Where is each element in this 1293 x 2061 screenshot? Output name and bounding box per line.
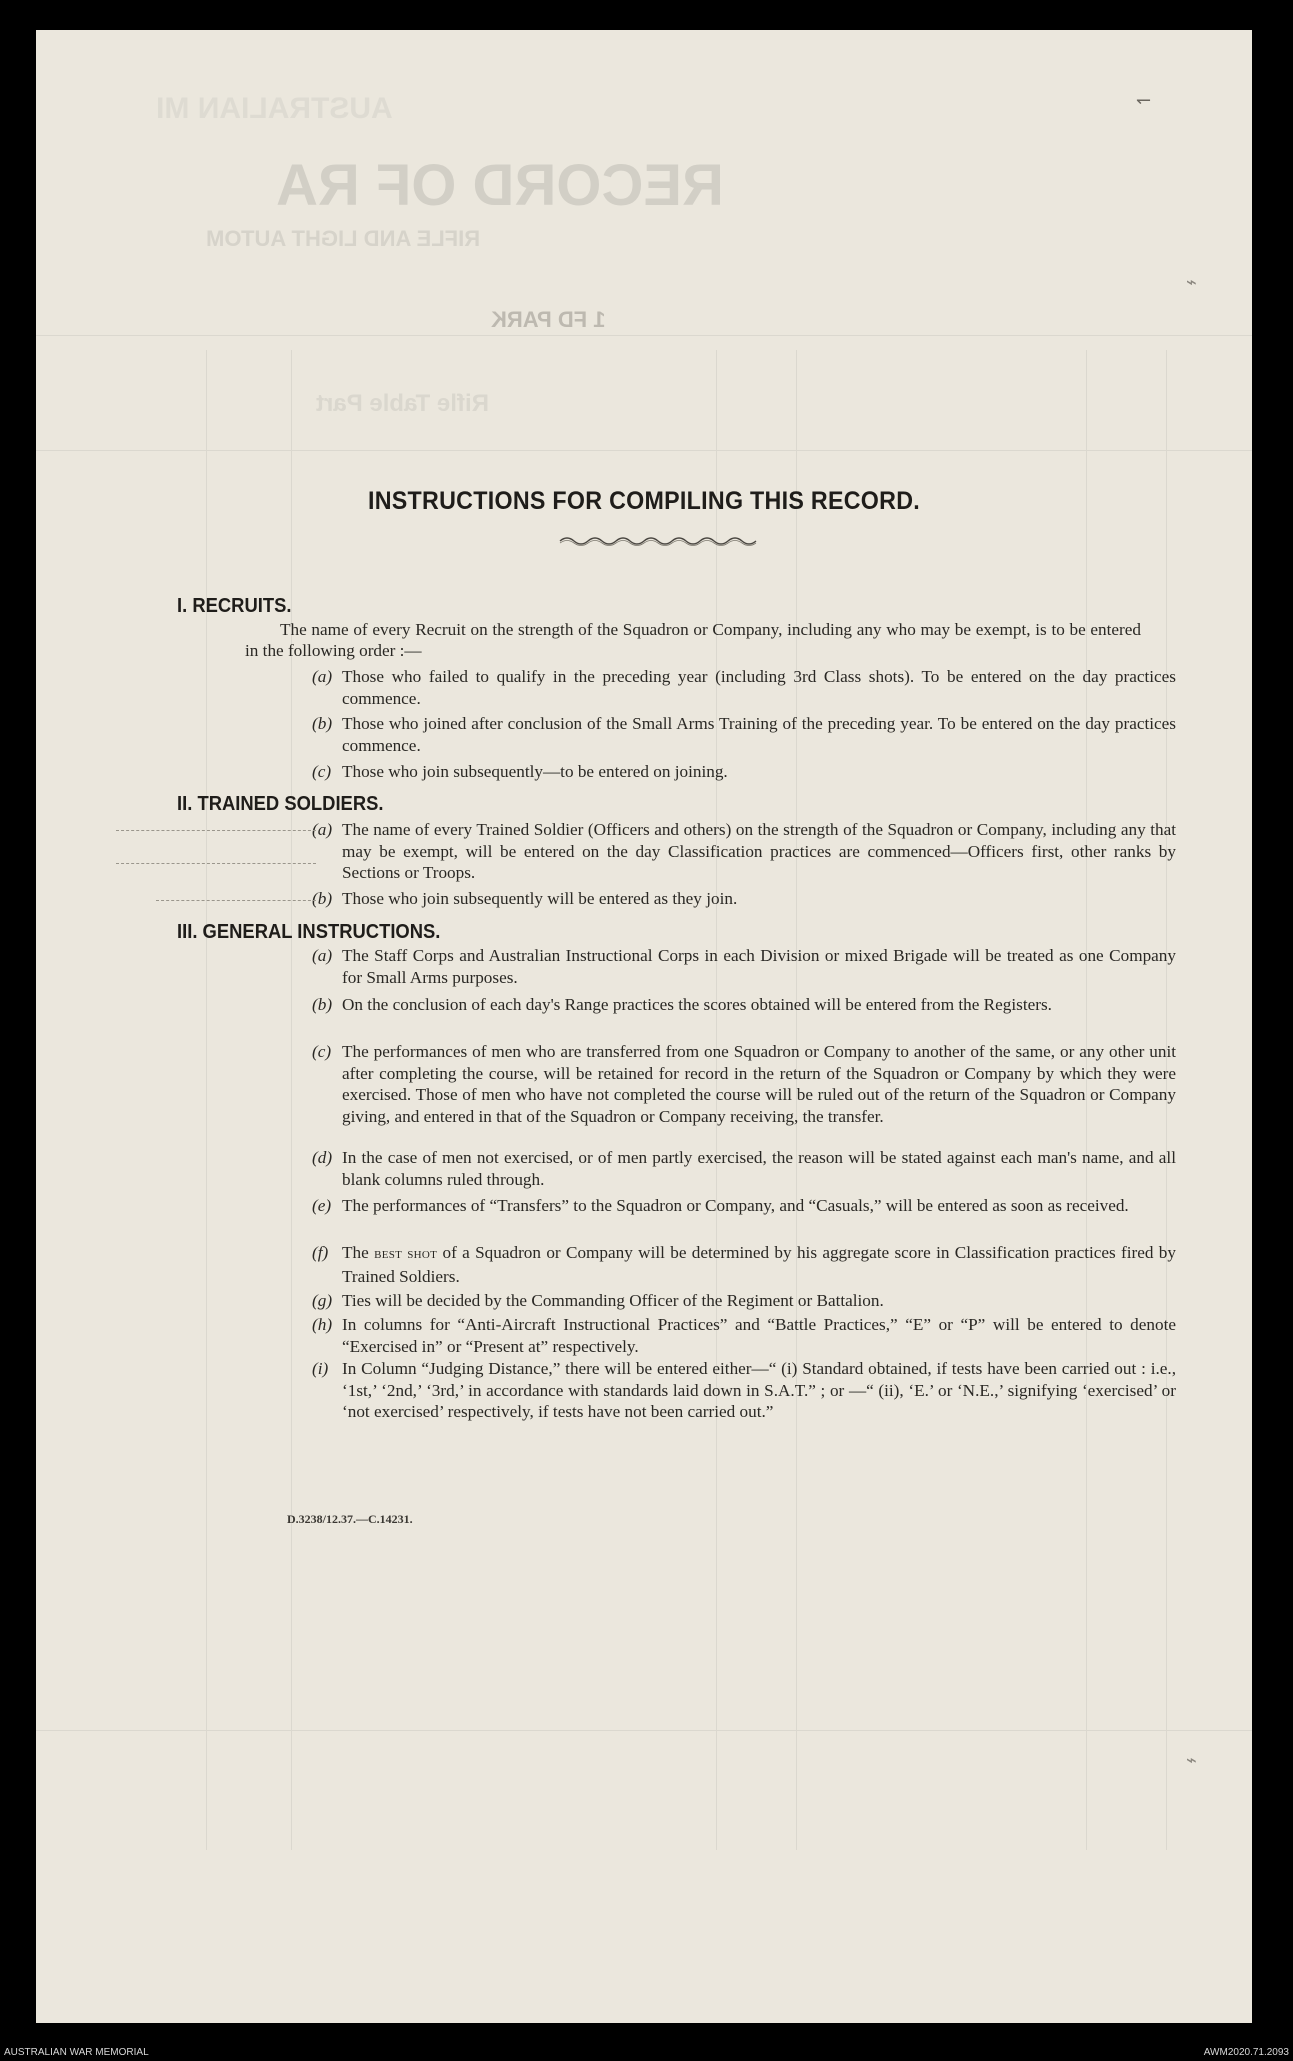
item-mark: (a) [312, 820, 333, 839]
item-text: Those who join subsequently will be entered as they join. [342, 889, 738, 908]
section-heading-general-instructions: III. GENERAL INSTRUCTIONS. [177, 921, 441, 943]
item-text: Those who joined after conclusion of the Small Arms Training of the preceding year. To be entered on the day practices commence. [342, 714, 1176, 755]
instructions-content [36, 30, 1252, 2023]
item-mark: (e) [312, 1196, 332, 1215]
bleed-through-line: 1 FD PARK [491, 307, 606, 332]
list-item [312, 1195, 1176, 1217]
item-text: The Staff Corps and Australian Instructional Corps in each Division or mixed Brigade will be treated as one Company for Small Arms purposes. [342, 946, 1176, 987]
list-item [312, 761, 1176, 783]
item-mark: (i) [312, 1359, 329, 1378]
item-text: In the case of men not exercised, or of men partly exercised, the reason will be stated against each man's name, and all blank columns ruled through. [342, 1148, 1176, 1189]
item-mark: (b) [312, 995, 333, 1014]
list-item [312, 994, 1176, 1016]
list-item [312, 945, 1176, 988]
list-item [312, 1041, 1176, 1127]
document-page: AUSTRALIAN MI RECORD OF RA RIFLE AND LIGHT AUTOM 1 FD PARK Rifle Table Part ↽ ⌁ ⌁ INSTRUCTIONS FOR COMPILING THIS RECORD. I. RECRUITS. The name of every Recruit on the strength of the Squadron or Company, including any who may be exempt, is to be entered in the following order :— (a) Those who failed to qualify in the preceding year (including 3rd Class shots). To be entered on the day practices commence. (b) Those who joined after conclusion of the Small Arms Training of the preceding year. To be entered on the day practices commence. (c) Those who join subsequently—to be entered on joining. II. TRAINED SOLDIERS. (a) The name of every Trained Soldier (Officers and others) on the strength of the Squadron or Company, including any that may be exempt, will be entered on the day Classification practices are commenced—Officers first, other ranks by Sections or Troops. (b) Those who join subsequently will be entered as they join. III. GENERAL INSTRUCTIONS. (a) The Staff Corps and Australian Instructional Corps in each Division or mixed Brigade will be treated as one Company for Small Arms purposes. (b) On the conclusion of each day's Range practices the scores obtained will be entered from the Registers. (c) The performances of men who are transferred from one Squadron or Company to another of the same, or any other unit after completing the course, will be retained for record in the return of the Squadron or Company by which they were exercised. Those of men who have not completed the course will be ruled out of the return of the Squadron or Company giving, and entered in that of the Squadron or Company receiving, the transfer. (d) In the case of men not exercised, or of men partly exercised, the reason will be stated against each man's name, and all blank columns ruled through. (e) The performances of “Transfers” to the Squadron or Company, and “Casuals,” will be entered as soon as received. (f) The best shot of a Squadron or Company will be determined by his aggregate score in Classification practices fired by Trained Soldiers. (g) Ties will be decided by the Commanding Officer of the Regiment or Battalion. (h) In columns for “Anti-Aircraft Instructional Practices” and “Battle Practices,” “E” or “P” will be entered to denote “Exercised in” or “Present at” respectively. (i) In Column “Judging Distance,” there will be entered either—“ (i) Standard obtained, if tests have been carried out : i.e., ‘1st,’ ‘2nd,’ ‘3rd,’ in accordance with standards laid down in S.A.T.” ; or —“ (ii), ‘E.’ or ‘N.E.,’ signifying ‘exercised’ or ‘not exercised’ respectively, if tests have not been carried out.” D.3238/12.37.—C.14231. [36, 30, 1252, 2023]
item-text: In Column “Judging Distance,” there will be entered either—“ (i) Standard obtained, if tests have been carried out : i.e., ‘1st,’ ‘2nd,’ ‘3rd,’ in accordance with standards laid down in S.A.T.” ; or —“ (ii), ‘E.’ or ‘N.E.,’ signifying ‘exercised’ or ‘not exercised’ respectively, if tests have not been carried out.” [342, 1359, 1176, 1421]
item-mark: (g) [312, 1291, 333, 1310]
section-heading-recruits: I. RECRUITS. [177, 595, 292, 617]
bleed-through-line: AUSTRALIAN MI [156, 92, 393, 125]
item-text-after: of a Squadron or Company will be determined by his aggregate score in Classification practices fired by Trained Soldiers. [342, 1243, 1176, 1286]
item-text-smallcaps: best shot [374, 1246, 438, 1262]
item-mark: (a) [312, 946, 333, 965]
list-item [312, 1242, 1176, 1287]
bleed-through-line: RECORD OF RA [276, 153, 724, 218]
list-item [312, 1314, 1176, 1357]
bleed-through-line: Rifle Table Part [316, 390, 489, 417]
item-text: The name of every Trained Soldier (Officers and others) on the strength of the Squadron or Company, including any that may be exempt, will be entered on the day Classification practices are commenced—Officers first, other ranks by Sections or Troops. [342, 820, 1176, 882]
section-heading-trained-soldiers: II. TRAINED SOLDIERS. [177, 793, 384, 815]
item-text: On the conclusion of each day's Range practices the scores obtained will be entered from the Registers. [342, 995, 1052, 1014]
list-item [312, 819, 1176, 884]
item-text: In columns for “Anti-Aircraft Instructional Practices” and “Battle Practices,” “E” or “P” will be entered to denote “Exercised in” or “Present at” respectively. [342, 1315, 1176, 1356]
item-mark: (b) [312, 714, 333, 733]
bleed-through-line: RIFLE AND LIGHT AUTOM [206, 226, 481, 251]
item-text: The performances of “Transfers” to the Squadron or Company, and “Casuals,” will be entered as soon as received. [342, 1196, 1129, 1215]
footer-accession-number: AWM2020.71.2093 [1203, 2047, 1289, 2058]
item-text: The performances of men who are transferred from one Squadron or Company to another of the same, or any other unit after completing the course, will be retained for record in the return of the Squadron or Company by which they were exercised. Those of men who have not completed the course will be ruled out of the return of the Squadron or Company giving, and entered in that of the Squadron or Company receiving, the transfer. [342, 1042, 1176, 1126]
item-mark: (a) [312, 667, 333, 686]
item-text: Those who join subsequently—to be entered on joining. [342, 762, 728, 781]
recruits-intro: The name of every Recruit on the strength of the Squadron or Company, including any who may be exempt, is to be entered in the following order :— [245, 620, 1141, 660]
item-mark: (c) [312, 762, 332, 781]
list-item [312, 666, 1176, 709]
item-mark: (f) [312, 1243, 329, 1262]
list-item [312, 1290, 1176, 1312]
list-item [312, 713, 1176, 756]
item-text: Those who failed to qualify in the preceding year (including 3rd Class shots). To be entered on the day practices commence. [342, 667, 1176, 708]
item-mark: (c) [312, 1042, 332, 1061]
footer-archive-name: AUSTRALIAN WAR MEMORIAL [4, 2047, 149, 2058]
item-mark: (b) [312, 889, 333, 908]
page-title: INSTRUCTIONS FOR COMPILING THIS RECORD. [367, 487, 921, 515]
item-mark: (h) [312, 1315, 333, 1334]
list-item [312, 1147, 1176, 1190]
print-code: D.3238/12.37.—C.14231. [287, 1512, 413, 1526]
decorative-rule [558, 533, 758, 549]
item-mark: (d) [312, 1148, 333, 1167]
list-item [312, 1358, 1176, 1423]
item-text-before: The [342, 1243, 375, 1262]
list-item [312, 888, 1176, 910]
item-text: Ties will be decided by the Commanding Officer of the Regiment or Battalion. [342, 1291, 884, 1310]
